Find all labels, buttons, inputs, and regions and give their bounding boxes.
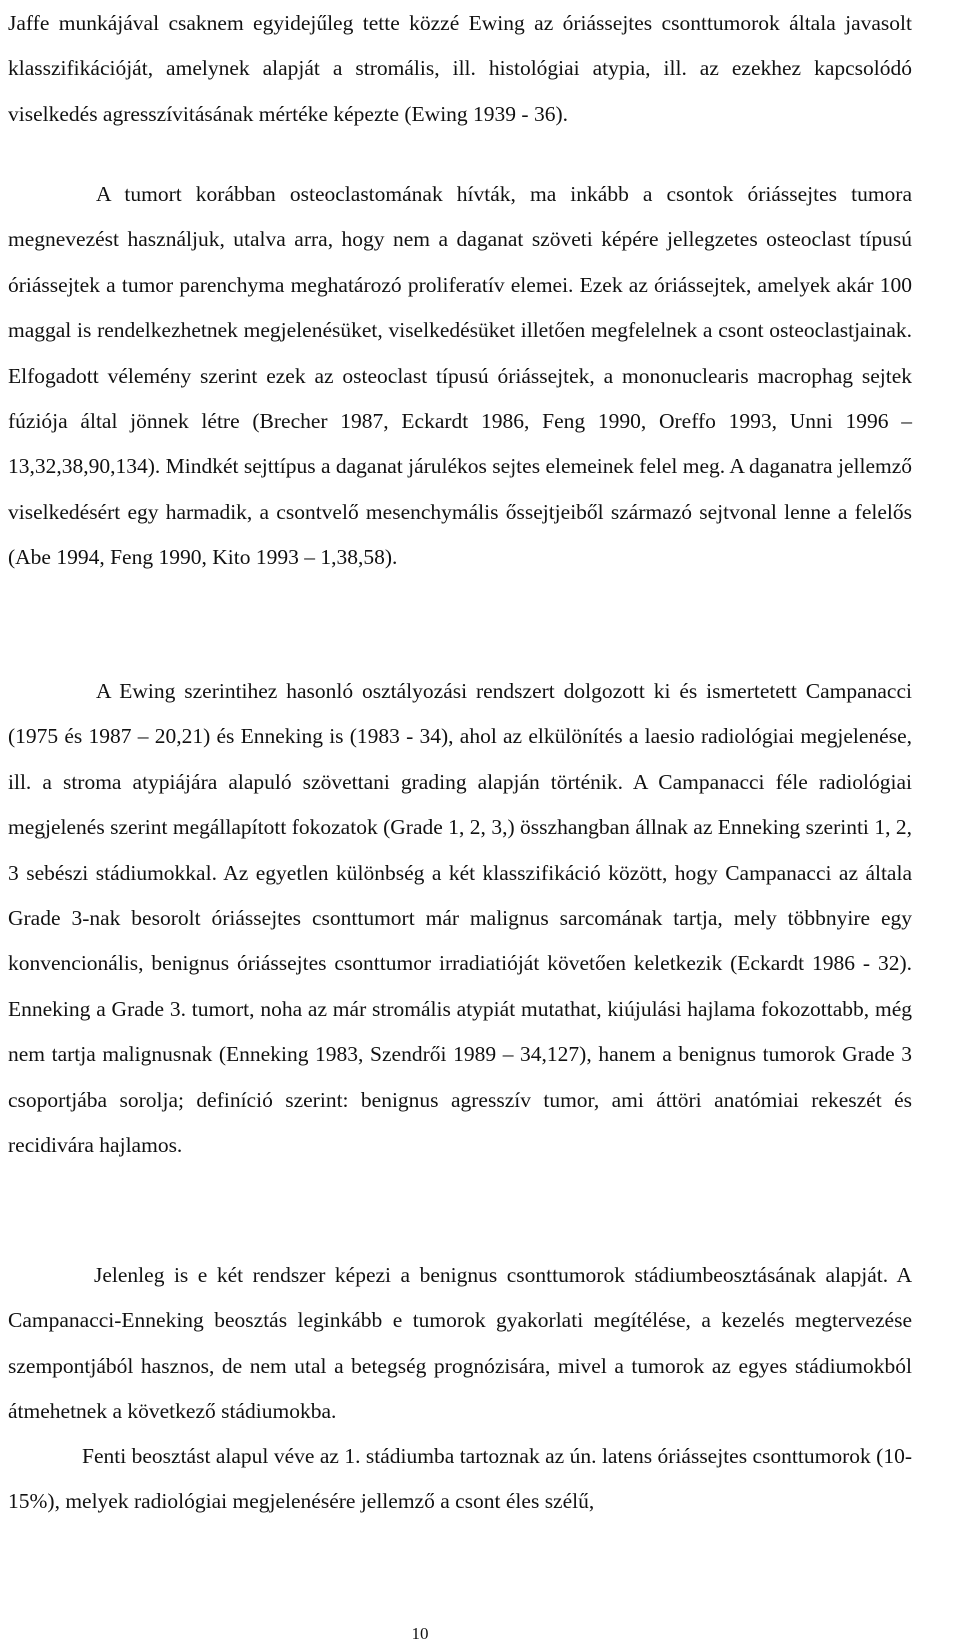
paragraph-latent-tumors: Fenti beosztást alapul véve az 1. stádiumba tartoznak az ún. latens óriássejtes csonttumorok (10-15%), melyek radiológiai megjelenésére jellemző a csont éles szélű, — [8, 1444, 912, 1514]
paragraph-campanacci-enneking: A Ewing szerintihez hasonló osztályozási rendszert dolgozott ki és ismertetett Campanacci (1975 és 1987 – 20,21) és Enneking is (1983 - 34), ahol az elkülönítés a laesio radiológiai megjelenése, ill. a stroma atypiájára alapuló szövettani grading alapján történik. A Campanacci féle radiológiai megjelenés szerint megállapított fokozatok (Grade 1, 2, 3,) összhangban állnak az Enneking szerinti 1, 2, 3 sebészi stádiumokkal. Az egyetlen különbség a két klasszifikáció között, hogy Campanacci az általa Grade 3-nak besorolt óriássejtes csonttumort már malignus sarcomának tartja, mely többnyire egy konvencionális, benignus óriássejtes csonttumor irradiatióját követően keletkezik (Eckardt 1986 - 32). Enneking a Grade 3. tumort, noha az már stromális atypiát mutathat, kiújulási hajlama fokozottabb, még nem tartja malignusnak (Enneking 1983, Szendrői 1989 – 34,127), hanem a benignus tumorok Grade 3 csoportjába sorolja; definíció szerint: benignus agresszív tumor, ami áttöri anatómiai rekeszét és recidivára hajlamos. — [8, 679, 912, 1158]
page-number: 10 — [411, 1624, 429, 1643]
paragraph-ewing-classification: Jaffe munkájával csaknem egyidejűleg tette közzé Ewing az óriássejtes csonttumorok általa javasolt klasszifikációját, amelynek alapját a stromális, ill. histológiai atypia, ill. az ezekhez kapcsolódó viselkedés agresszívitásának mértéke képezte (Ewing 1939 - 36). — [8, 11, 912, 126]
paragraph-staging-systems: Jelenleg is e két rendszer képezi a benignus csonttumorok stádiumbeosztásának alapját. A Campanacci-Enneking beosztás leginkább e tumorok gyakorlati megítélése, a kezelés megtervezése szempontjából hasznos, de nem utal a betegség prognózisára, mivel a tumorok az egyes stádiumokból átmehetnek a következő stádiumokba. — [8, 1263, 912, 1424]
paragraph-osteoclastoma: A tumort korábban osteoclastomának hívták, ma inkább a csontok óriássejtes tumora megnevezést használjuk, utalva arra, hogy nem a daganat szöveti képére jellegzetes osteoclast típusú óriássejtek a tumor parenchyma meghatározó proliferatív elemei. Ezek az óriássejtek, amelyek akár 100 maggal is rendelkezhetnek megjelenésüket, viselkedésüket illetően megfelelnek a csont osteoclastjainak. Elfogadott vélemény szerint ezek az osteoclast típusú óriássejtek, a mononuclearis macrophag sejtek fúziója által jönnek létre (Brecher 1987, Eckardt 1986, Feng 1990, Oreffo 1993, Unni 1996 – 13,32,38,90,134). Mindkét sejttípus a daganat járulékos sejtes elemeinek felel meg. A daganatra jellemző viselkedésért egy harmadik, a csontvelő mesenchymális őssejtjeiből származó sejtvonal lenne a felelős (Abe 1994, Feng 1990, Kito 1993 – 1,38,58). — [8, 182, 912, 570]
